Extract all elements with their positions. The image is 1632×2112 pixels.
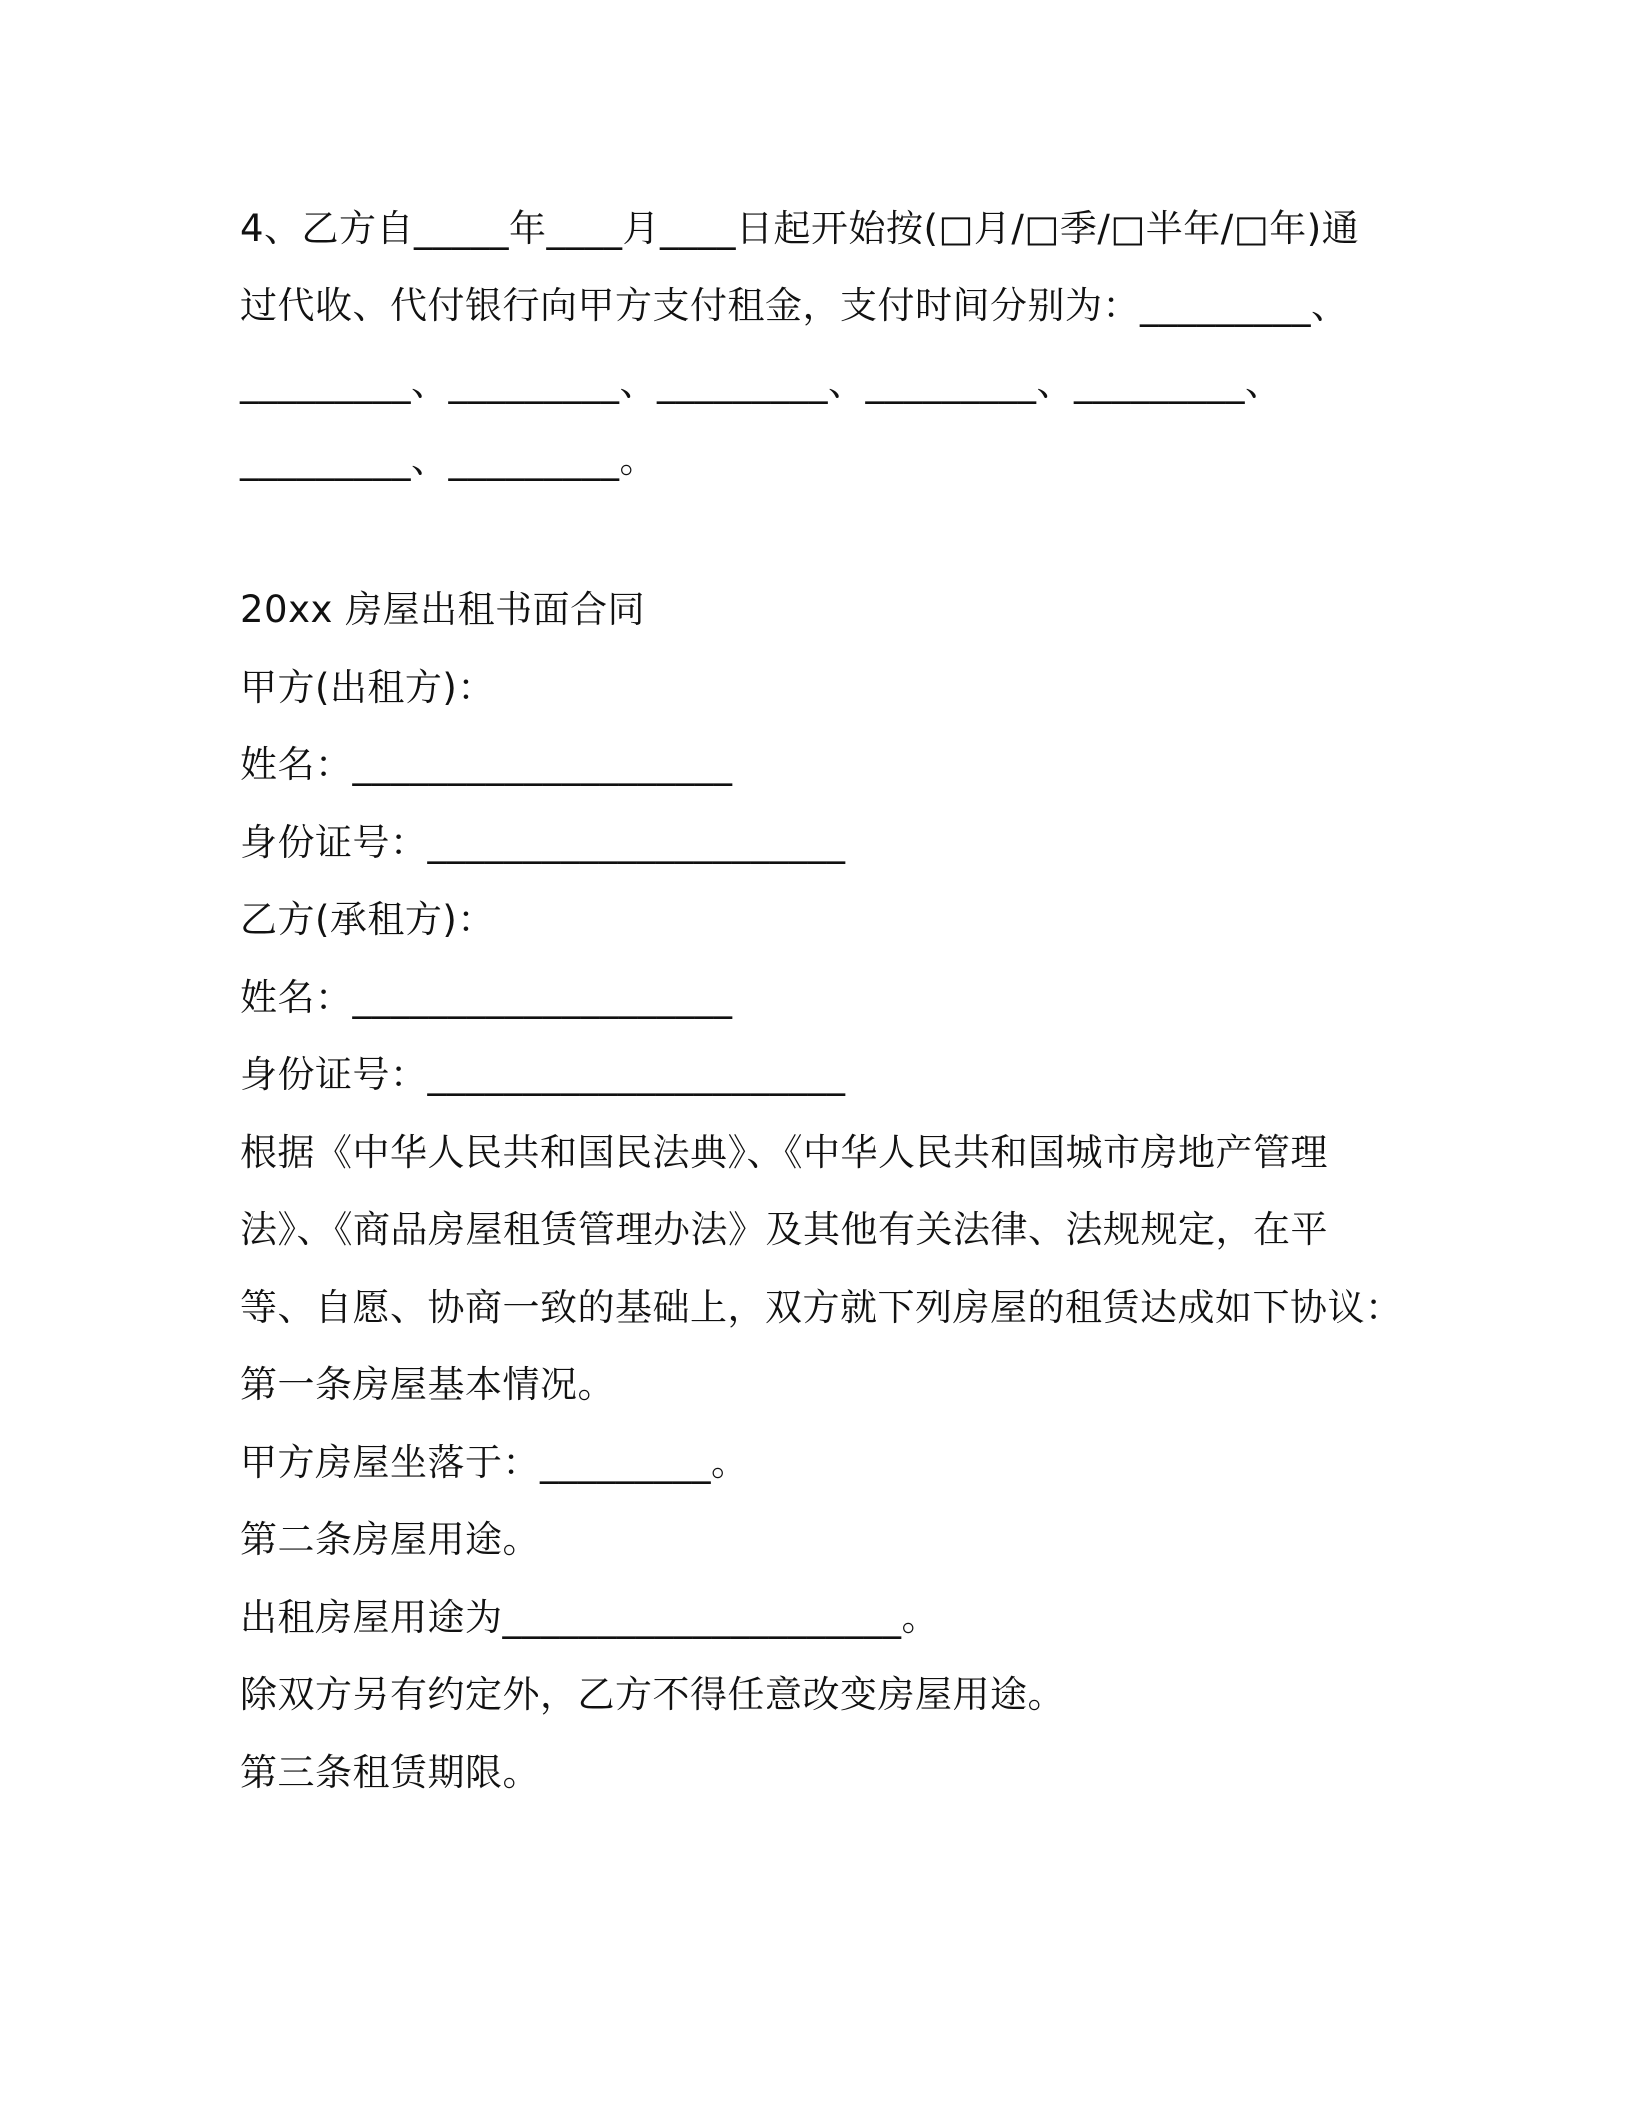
clause-4-paragraph xyxy=(240,190,1400,498)
preamble-line-2: 法》、《商品房屋租赁管理办法》及其他有关法律、法规规定，在平 xyxy=(240,1208,1328,1251)
contract-section xyxy=(240,571,1403,1811)
article-2-use: 出租房屋用途为_____________________。 xyxy=(240,1595,939,1639)
clause-4-line-1: 4、乙方自_____年____月____日起开始按(□月/□季/□半年/□年)通 xyxy=(240,207,1360,250)
article-1-location: 甲方房屋坐落于：_________。 xyxy=(240,1440,749,1484)
party-b-heading: 乙方(承租方)： xyxy=(240,898,495,941)
article-1-title: 第一条房屋基本情况。 xyxy=(240,1363,615,1406)
party-b-name-field: 姓名：____________________ xyxy=(240,975,733,1019)
clause-4-line-2: 过代收、代付银行向甲方支付租金，支付时间分别为：_________、 xyxy=(240,284,1349,327)
party-a-id-field: 身份证号：______________________ xyxy=(240,820,846,864)
preamble-line-1: 根据《中华人民共和国民法典》、《中华人民共和国城市房地产管理 xyxy=(240,1130,1328,1174)
party-a-name-field: 姓名：____________________ xyxy=(240,743,733,786)
preamble-line-3: 等、自愿、协商一致的基础上，双方就下列房屋的租赁达成如下协议： xyxy=(240,1285,1403,1329)
party-b-id-field: 身份证号：______________________ xyxy=(240,1053,846,1096)
article-2-title: 第二条房屋用途。 xyxy=(240,1518,540,1561)
article-3-title: 第三条租赁期限。 xyxy=(240,1750,540,1794)
clause-4-line-3: _________、_________、_________、_________、_________、 xyxy=(240,361,1283,404)
article-2-restriction: 除双方另有约定外，乙方不得任意改变房屋用途。 xyxy=(240,1673,1065,1716)
clause-4-line-4: _________、_________。 xyxy=(240,438,657,481)
contract-title: 20xx 房屋出租书面合同 xyxy=(240,588,646,631)
party-a-heading: 甲方(出租方)： xyxy=(240,665,495,709)
